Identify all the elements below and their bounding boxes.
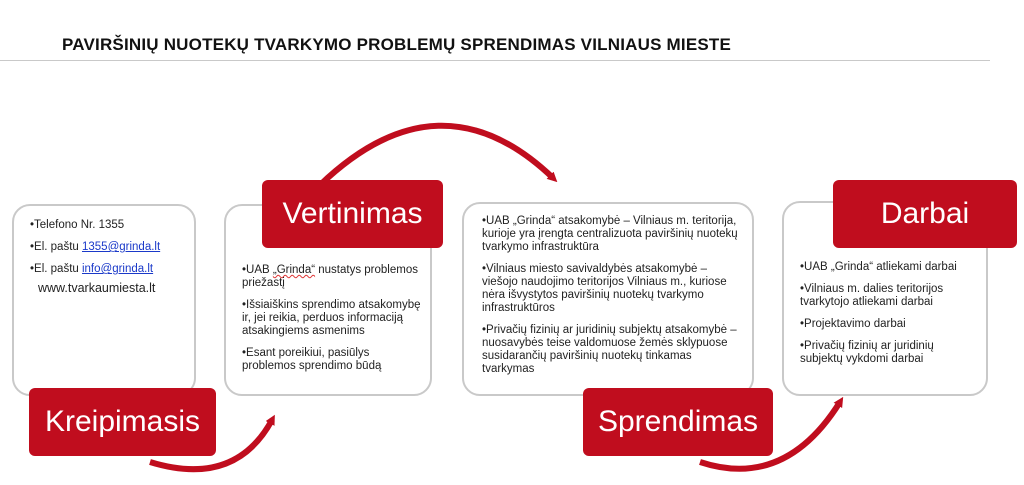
darbai-item-3: • Projektavimo darbai <box>800 318 976 331</box>
email-link-1355[interactable]: 1355@grinda.lt <box>81 241 161 253</box>
step-label-darbai: Darbai <box>833 180 1017 248</box>
email-item-info: • El. paštu info@grinda.lt <box>30 263 194 276</box>
kreipimasis-box <box>12 204 196 396</box>
phone-item: • Telefono Nr. 1355 <box>30 219 194 232</box>
vertinimas-item-3: • Esant poreikiui, pasiūlys problemos sprendimo būdą <box>242 347 422 373</box>
vertinimas-item-1: • UAB „Grinda“ nustatys problemos priežastį <box>242 264 422 290</box>
step-label-vertinimas: Vertinimas <box>262 180 443 248</box>
vertinimas-item-2: • Išsiaiškins sprendimo atsakomybę ir, jei reikia, perduos informaciją atsakingiems asmenims <box>242 299 422 338</box>
website-text: www.tvarkaumiesta.lt <box>38 281 156 295</box>
sprendimas-box <box>462 202 754 396</box>
step-label-sprendimas: Sprendimas <box>583 388 773 456</box>
sprendimas-item-2: • Vilniaus miesto savivaldybės atsakomybė – viešojo naudojimo teritorijos Vilniaus m., kuriose nėra išvystytos paviršinių nuotekų tvarkymo infrastruktūros <box>482 263 742 315</box>
arrow-vertinimas-to-sprendimas <box>320 126 553 185</box>
email-item-1355: • El. paštu 1355@grinda.lt <box>30 241 194 254</box>
darbai-item-2: • Vilniaus m. dalies teritorijos tvarkytojo atliekami darbai <box>800 283 976 309</box>
page-title: PAVIRŠINIŲ NUOTEKŲ TVARKYMO PROBLEMŲ SPRENDIMAS VILNIAUS MIESTE <box>62 35 732 54</box>
sprendimas-item-1: • UAB „Grinda“ atsakomybė – Vilniaus m. teritorija, kurioje yra įrengta centralizuota paviršinių nuotekų tvarkymo infrastruktūra <box>482 215 742 254</box>
email-link-info[interactable]: info@grinda.lt <box>81 263 154 275</box>
darbai-item-4: • Privačių fizinių ar juridinių subjektų vykdomi darbai <box>800 340 976 366</box>
step-label-kreipimasis: Kreipimasis <box>29 388 216 456</box>
darbai-item-1: • UAB „Grinda“ atliekami darbai <box>800 261 976 274</box>
sprendimas-item-3: • Privačių fizinių ar juridinių subjektų atsakomybė – nuosavybės teise valdomuose žemės sklypuose susidarančių paviršinių nuotekų tinkamas tvarkymas <box>482 324 742 376</box>
